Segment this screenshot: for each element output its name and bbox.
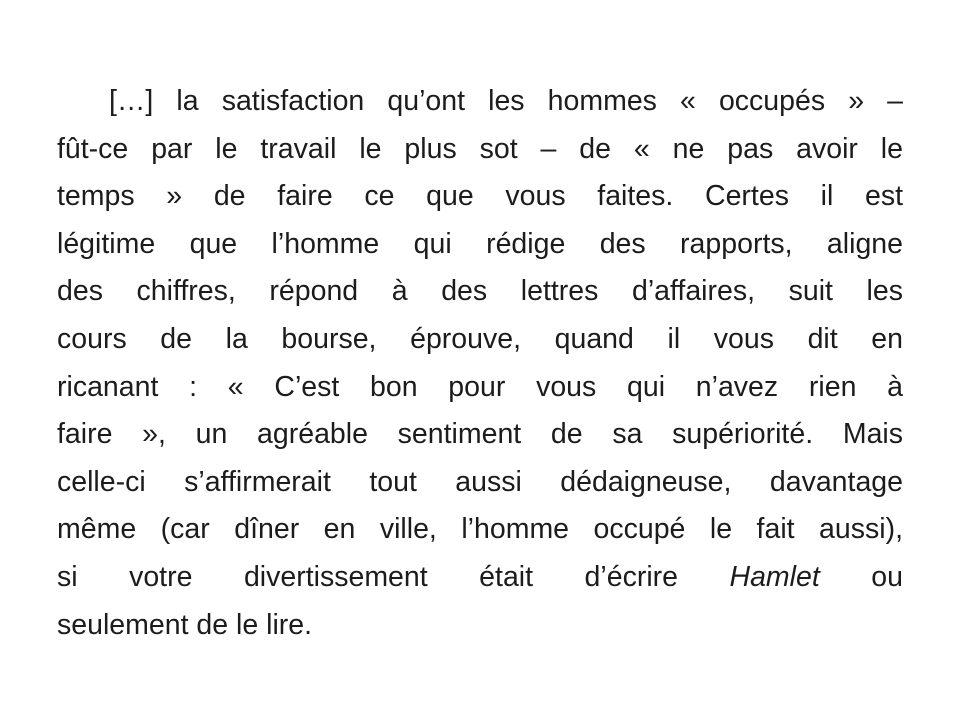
text-line: temps » de faire ce que vous faites. Certes il est bbox=[57, 180, 903, 213]
text-line bbox=[57, 554, 903, 602]
text-line: même (car dîner en ville, l’homme occupé le fait aussi), bbox=[57, 513, 903, 546]
text-line: faire », un agréable sentiment de sa supériorité. Mais bbox=[57, 418, 903, 451]
text-line: légitime que l’homme qui rédige des rapports, aligne bbox=[57, 227, 903, 260]
text-segment: si votre divertissement était d’écrire bbox=[57, 560, 730, 593]
text-line: […] la satisfaction qu’ont les hommes « occupés » – bbox=[109, 85, 903, 117]
text-line: cours de la bourse, éprouve, quand il vous dit en bbox=[57, 322, 903, 355]
text-line: fût-ce par le travail le plus sot – de « ne pas avoir le bbox=[57, 132, 903, 165]
text-line: celle-ci s’affirmerait tout aussi dédaigneuse, davantage bbox=[57, 465, 903, 498]
work-title: Hamlet bbox=[729, 560, 820, 593]
quote-paragraph bbox=[57, 78, 903, 649]
text-line: des chiffres, répond à des lettres d’affaires, suit les bbox=[57, 275, 903, 308]
text-segment: ou bbox=[819, 560, 903, 593]
text-line: ricanant : « C’est bon pour vous qui n’avez rien à bbox=[57, 370, 903, 403]
text-line: seulement de le lire. bbox=[57, 608, 313, 641]
